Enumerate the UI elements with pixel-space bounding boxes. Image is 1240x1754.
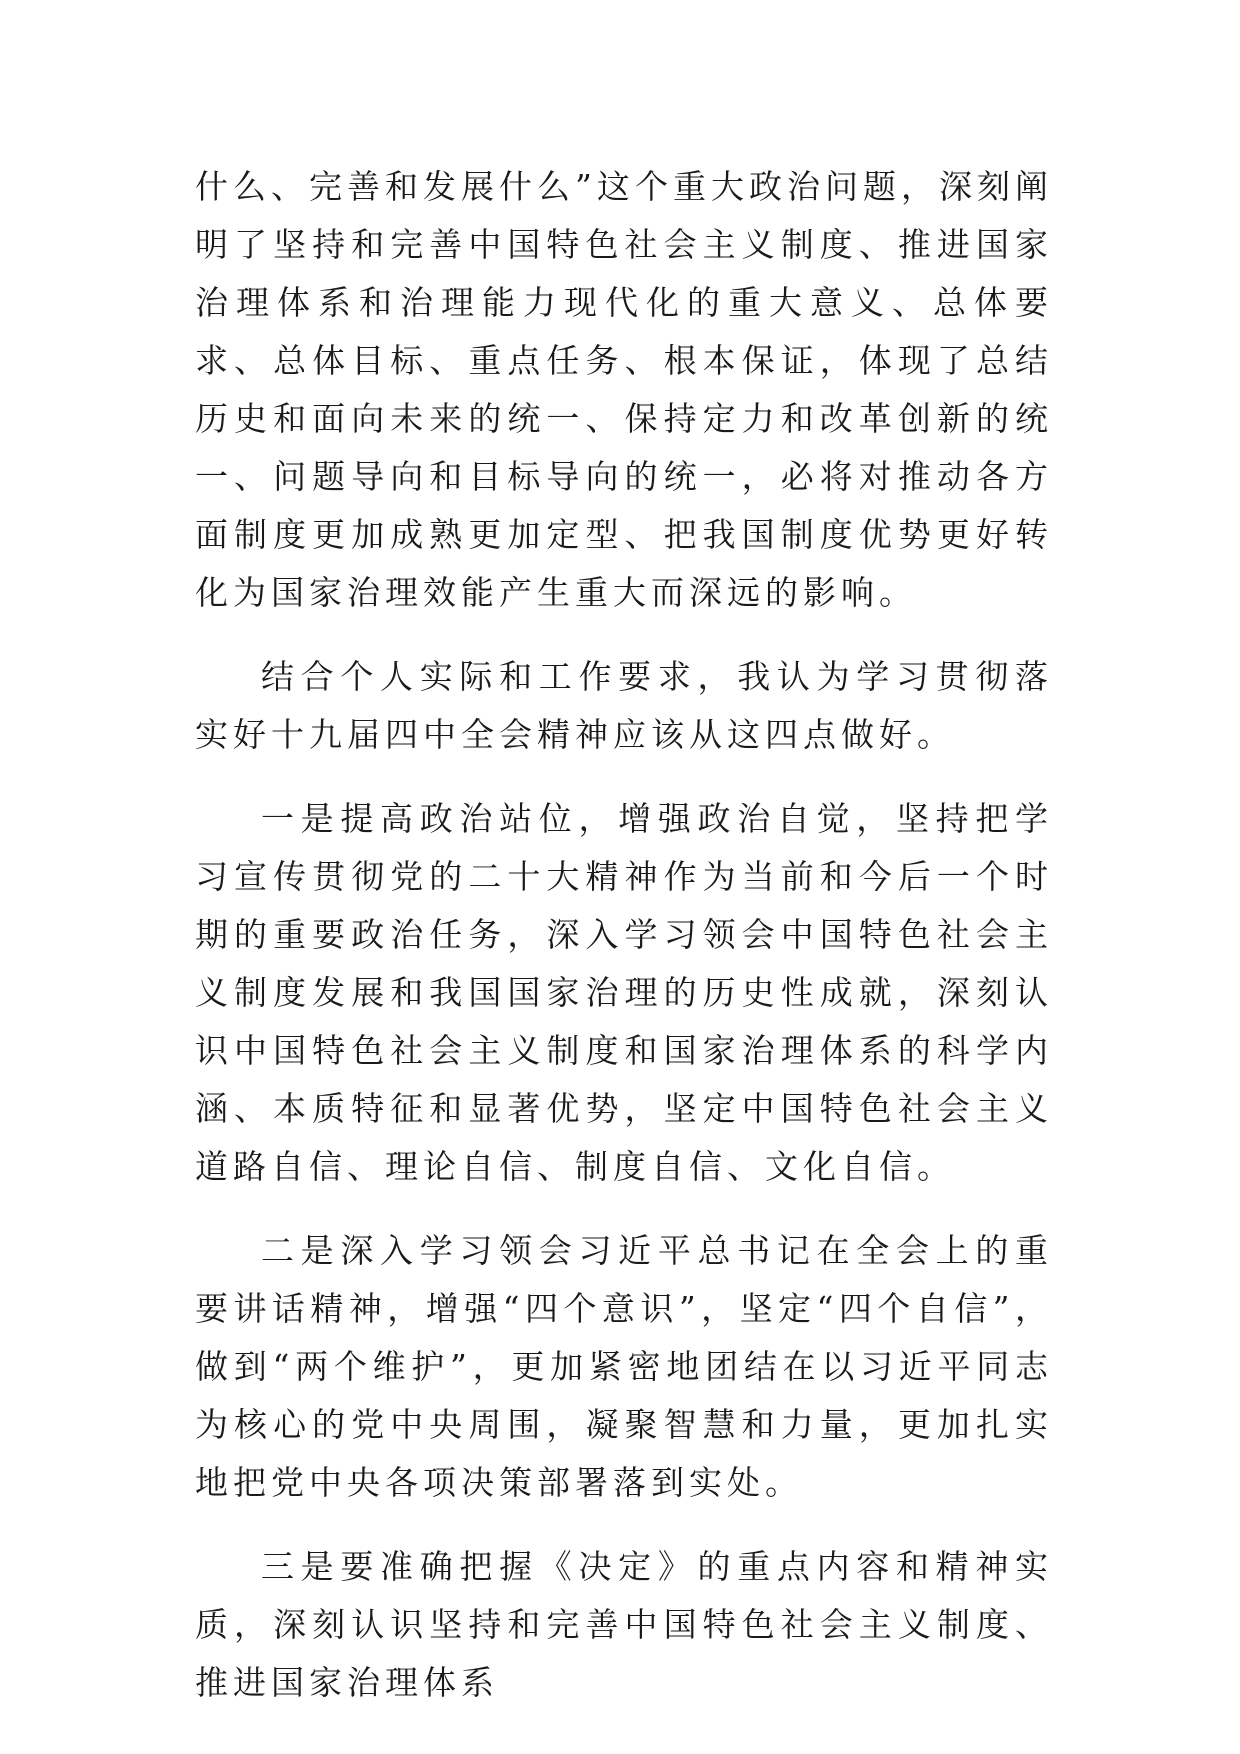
paragraph-2: 结合个人实际和工作要求，我认为学习贯彻落实好十九届四中全会精神应该从这四点做好。 — [195, 657, 1053, 754]
document-body — [195, 158, 1053, 1738]
paragraph-5: 三是要准确把握《决定》的重点内容和精神实质，深刻认识坚持和完善中国特色社会主义制度、推进国家治理体系 — [195, 1547, 1053, 1702]
paragraph-4: 二是深入学习领会习近平总书记在全会上的重要讲话精神，增强“四个意识”，坚定“四个自信”，做到“两个维护”，更加紧密地团结在以习近平同志为核心的党中央周围，凝聚智慧和力量，更加扎实地把党中央各项决策部署落到实处。 — [195, 1231, 1053, 1502]
paragraph-1: 什么、完善和发展什么”这个重大政治问题，深刻阐明了坚持和完善中国特色社会主义制度、推进国家治理体系和治理能力现代化的重大意义、总体要求、总体目标、重点任务、根本保证，体现了总结历史和面向未来的统一、保持定力和改革创新的统一、问题导向和目标导向的统一，必将对推动各方面制度更加成熟更加定型、把我国制度优势更好转化为国家治理效能产生重大而深远的影响。 — [195, 167, 1053, 612]
paragraph-3: 一是提高政治站位，增强政治自觉，坚持把学习宣传贯彻党的二十大精神作为当前和今后一个时期的重要政治任务，深入学习领会中国特色社会主义制度发展和我国国家治理的历史性成就，深刻认识中国特色社会主义制度和国家治理体系的科学内涵、本质特征和显著优势，坚定中国特色社会主义道路自信、理论自信、制度自信、文化自信。 — [195, 799, 1053, 1186]
